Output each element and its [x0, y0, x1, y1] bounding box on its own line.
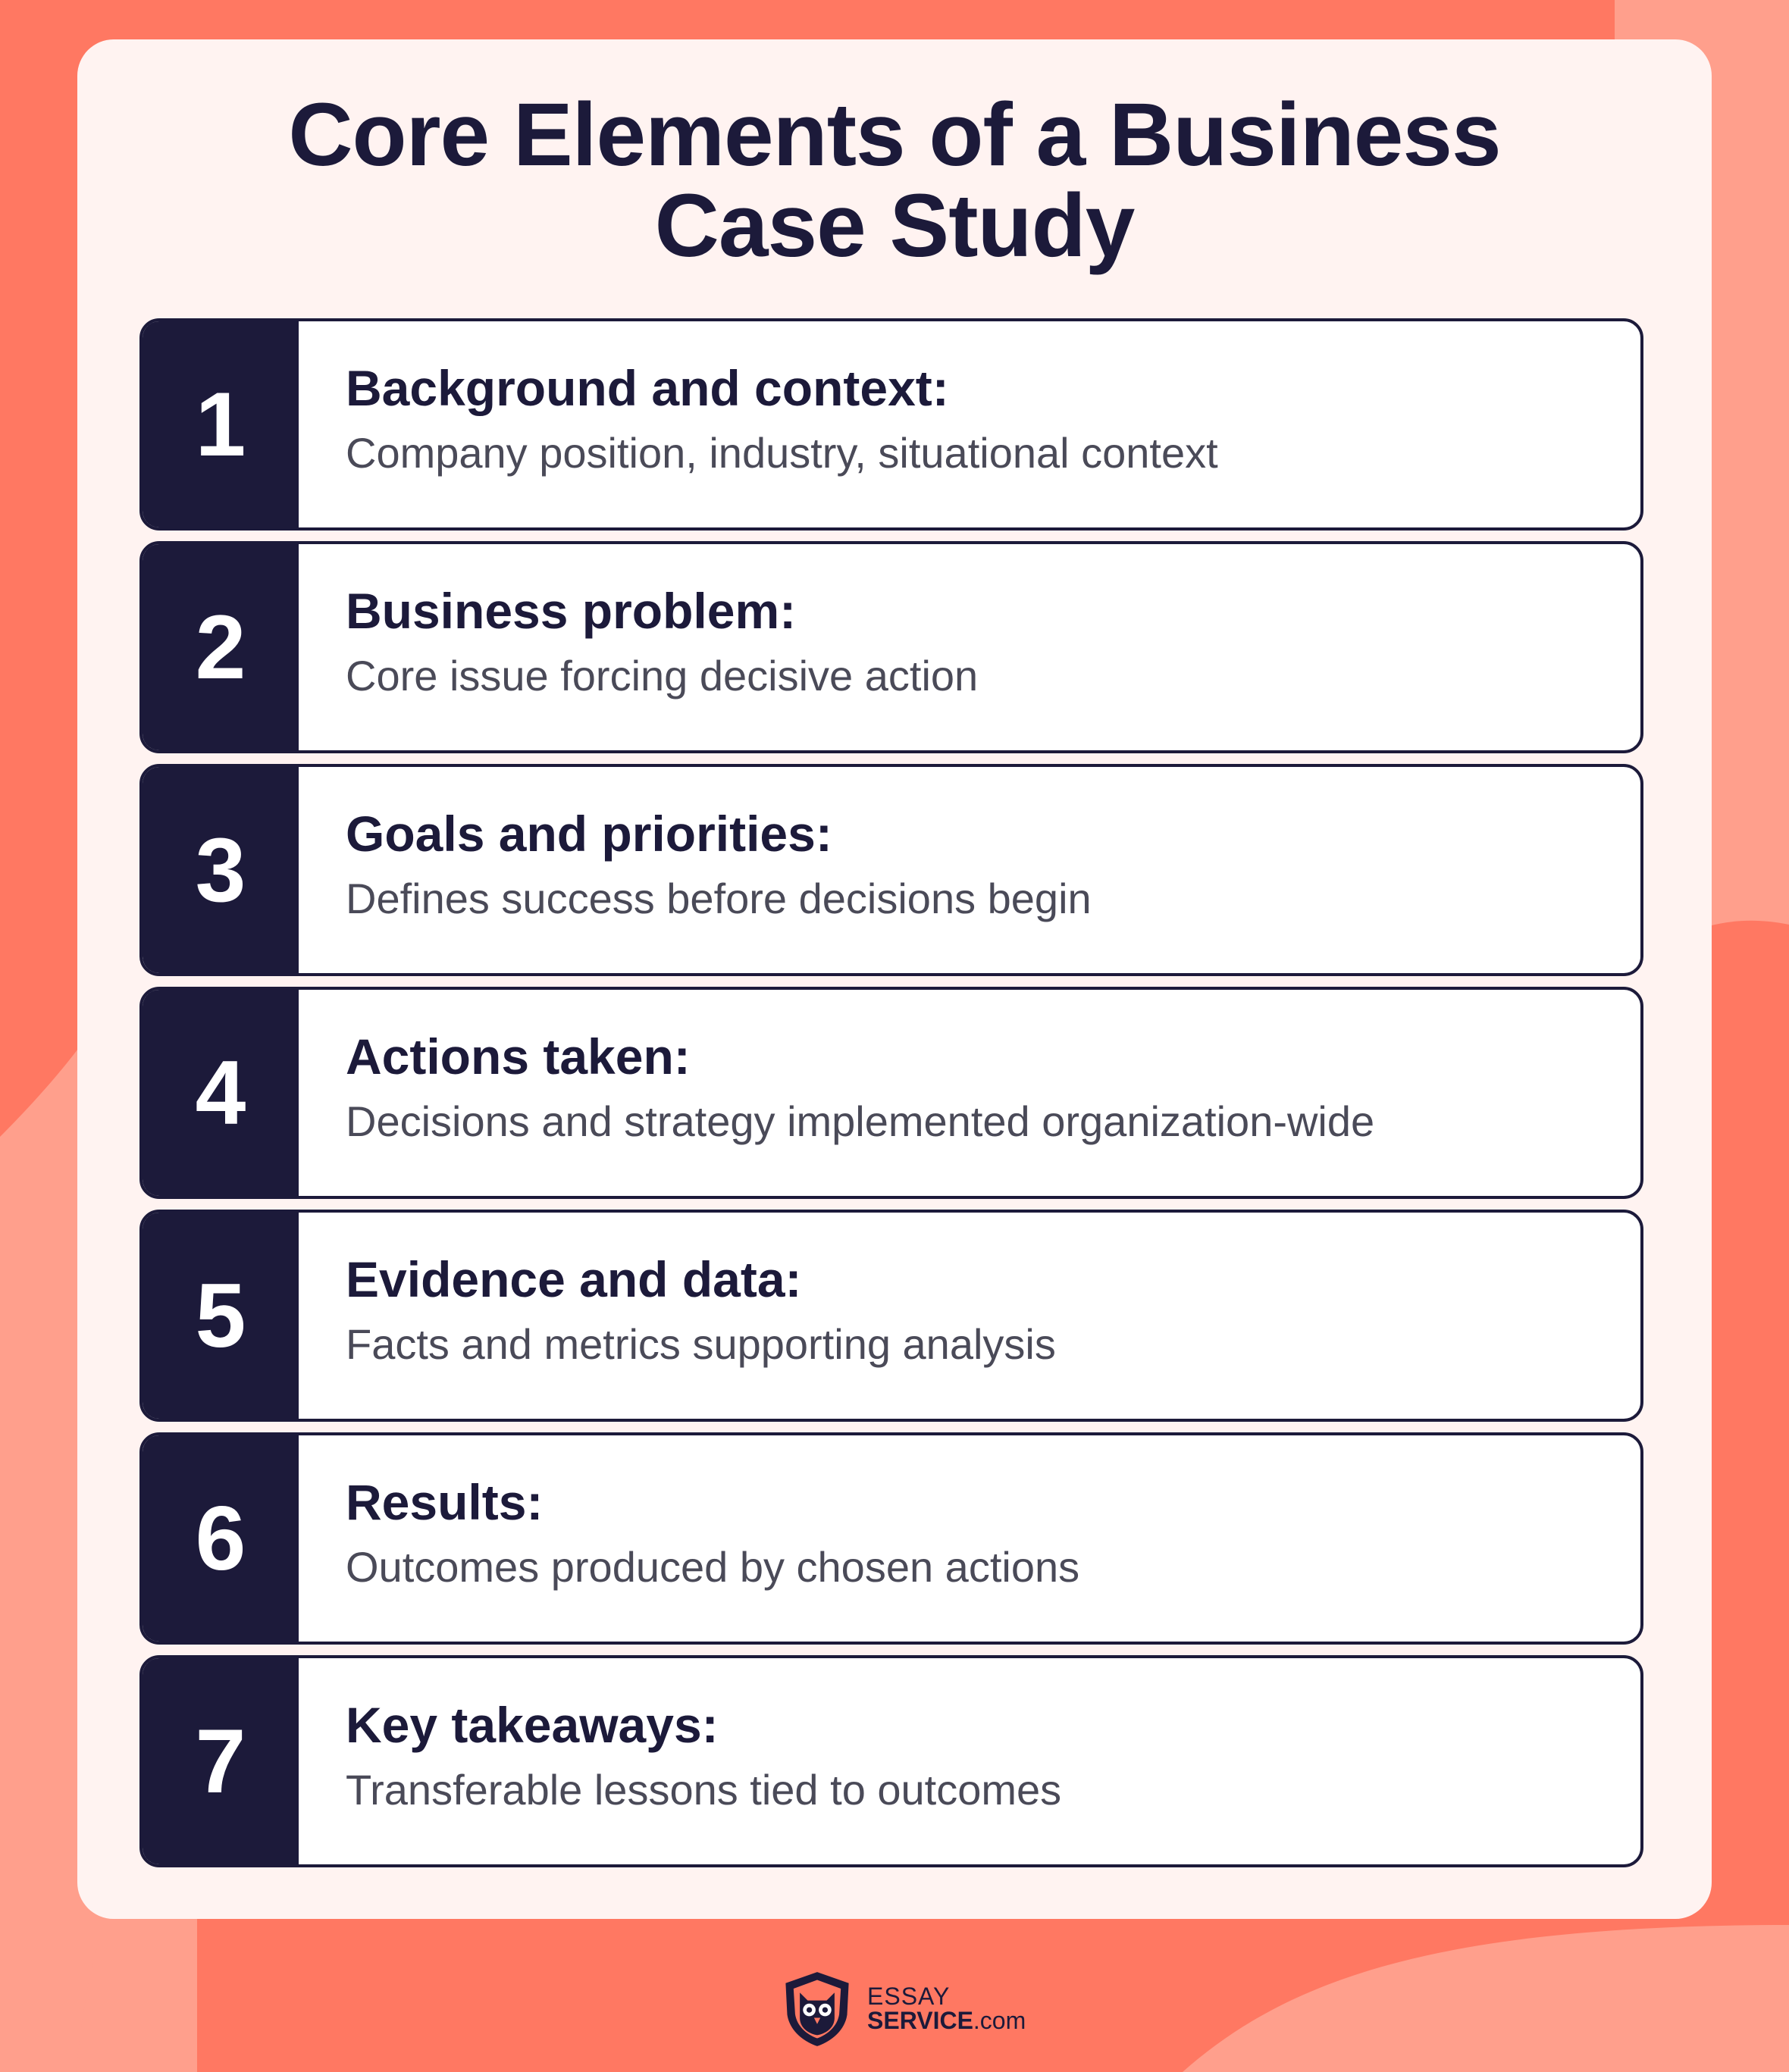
list-item-goals [139, 764, 1643, 976]
item-number: 6 [195, 1488, 246, 1589]
item-number: 2 [195, 596, 246, 698]
item-description: Company position, industry, situational context [346, 429, 1218, 477]
item-text [346, 1695, 1610, 1819]
item-number-box [143, 767, 299, 973]
item-title: Background and context: [346, 360, 949, 416]
item-description: Transferable lessons tied to outcomes [346, 1766, 1062, 1814]
item-title: Results: [346, 1474, 544, 1530]
item-number-box [143, 1658, 299, 1864]
item-text [346, 1249, 1610, 1373]
item-title: Evidence and data: [346, 1251, 802, 1307]
item-number: 4 [195, 1042, 246, 1144]
list-item-results [139, 1432, 1643, 1645]
item-number: 3 [195, 819, 246, 921]
item-text [346, 581, 1610, 705]
item-title: Actions taken: [346, 1028, 691, 1085]
title-line-1: Core Elements of a Business [288, 85, 1501, 185]
elements-list [139, 318, 1643, 1878]
item-number-box [143, 1435, 299, 1642]
item-text [346, 803, 1610, 928]
owl-shield-icon [778, 1969, 857, 2048]
background-shape-bottom-right [1183, 1925, 1789, 2072]
list-item-actions [139, 987, 1643, 1199]
item-number-box [143, 544, 299, 750]
logo-service-strong: SERVICE [867, 2007, 973, 2034]
list-item-takeaways [139, 1655, 1643, 1867]
item-number-box [143, 990, 299, 1196]
list-item-business-problem [139, 541, 1643, 753]
item-description: Core issue forcing decisive action [346, 652, 979, 700]
item-description: Facts and metrics supporting analysis [346, 1320, 1056, 1368]
item-number: 1 [195, 374, 246, 475]
page-title [0, 85, 1789, 276]
item-number-box [143, 1213, 299, 1419]
logo-service [867, 2008, 1026, 2033]
item-text [346, 358, 1610, 482]
item-description: Outcomes produced by chosen actions [346, 1543, 1080, 1591]
title-line-2: Case Study [654, 176, 1135, 276]
item-number: 7 [195, 1710, 246, 1812]
item-title: Goals and priorities: [346, 806, 832, 862]
item-number: 5 [195, 1265, 246, 1366]
item-title: Business problem: [346, 583, 797, 639]
logo-text [867, 1984, 1026, 2033]
list-item-background [139, 318, 1643, 531]
item-description: Decisions and strategy implemented organization-wide [346, 1097, 1375, 1145]
item-text [346, 1472, 1610, 1596]
item-number-box [143, 321, 299, 527]
logo-essay: ESSAY [867, 1983, 951, 2010]
logo-domain: .com [973, 2007, 1026, 2034]
item-text [346, 1026, 1610, 1150]
item-title: Key takeaways: [346, 1697, 719, 1753]
brand-logo[interactable] [778, 1969, 1026, 2048]
item-description: Defines success before decisions begin [346, 875, 1092, 922]
list-item-evidence [139, 1210, 1643, 1422]
